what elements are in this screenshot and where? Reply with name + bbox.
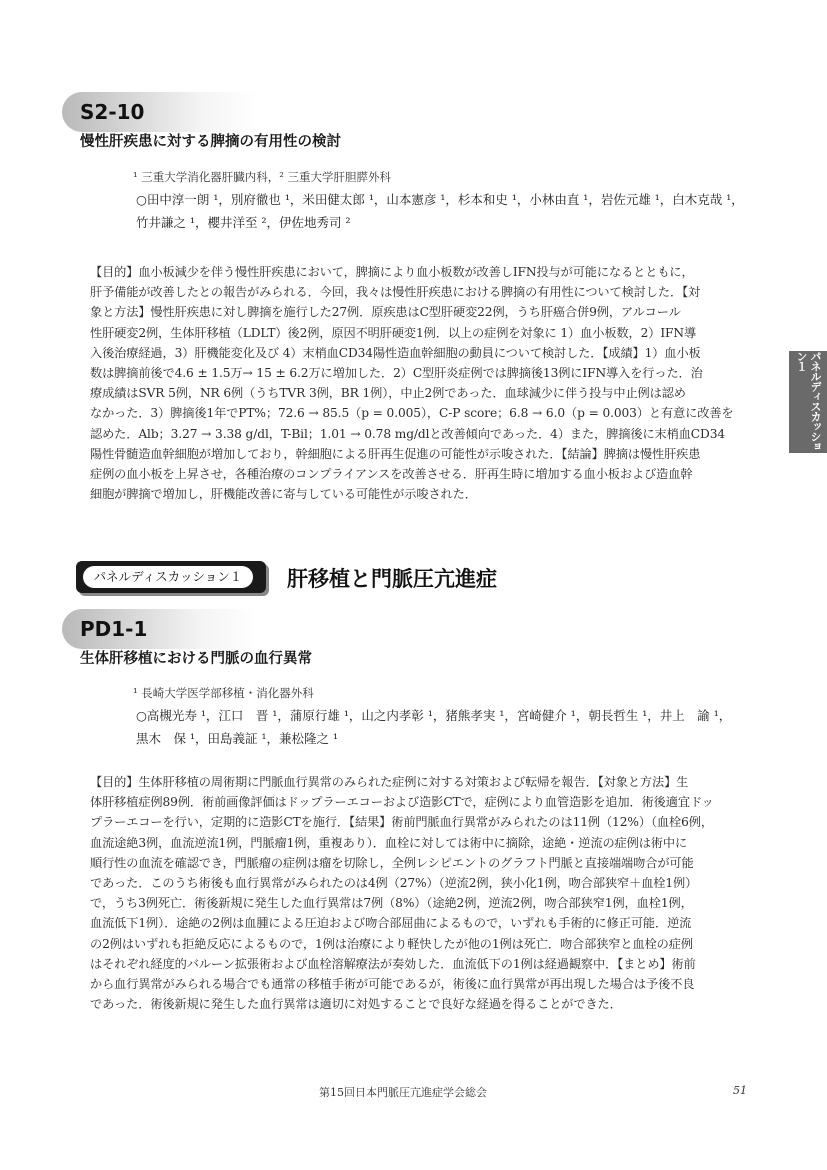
section-code: PD1-1 bbox=[80, 617, 148, 641]
abstract-body bbox=[90, 262, 760, 504]
footer-conference-name: 第15回日本門脈圧亢進症学会総会 bbox=[319, 1086, 487, 1099]
panel-discussion-title: 肝移植と門脈圧亢進症 bbox=[287, 567, 497, 591]
body-line: 肝予備能が改善したとの報告がみられる．今回，我々は慢性肝疾患における脾摘の有用性について検討した．【対 bbox=[90, 285, 701, 300]
body-line: 順行性の血流を確認でき，門脈瘤の症例は瘤を切除し，全例レシピエントのグラフト門脈と直接端端吻合が可能 bbox=[90, 855, 694, 870]
author-line: ○田中淳一朗 ¹，別府徹也 ¹，米田健太郎 ¹，山本憲彦 ¹，杉本和史 ¹，小林由直 ¹，岩佐元雄 ¹，白木克哉 ¹， bbox=[136, 192, 744, 207]
body-line: から血行異常がみられる場合でも通常の移植手術が可能であるが，術後に血行異常が再出現した場合は予後不良 bbox=[90, 977, 695, 992]
body-line: なかった．3）脾摘後1年でPT%；72.6 → 85.5（p = 0.005），C-P score；6.8 → 6.0（p = 0.003）と有意に改善を bbox=[90, 406, 734, 421]
abstract-title: 慢性肝疾患に対する脾摘の有用性の検討 bbox=[80, 134, 341, 150]
body-line: で，うち3例死亡．術後新規に発生した血行異常は7例（8%）（途絶2例，逆流2例，吻合部狭窄1例，血栓1例， bbox=[90, 896, 693, 911]
body-line: 象と方法】慢性肝疾患に対し脾摘を施行した27例．原疾患はC型肝硬変22例，うち肝癌合併9例，アルコール bbox=[90, 305, 681, 320]
body-line: の2例はいずれも拒絶反応によるもので，1例は治療により軽快したが他の1例は死亡．吻合部狭窄と血栓の症例 bbox=[90, 936, 693, 951]
body-line: 【目的】血小板減少を伴う慢性肝疾患において，脾摘により血小板数が改善しIFN投与が可能になるとともに， bbox=[90, 265, 694, 279]
panel-discussion-label: パネルディスカッション１ bbox=[83, 566, 253, 588]
affiliation: ¹ 三重大学消化器肝臓内科，² 三重大学肝胆膵外科 bbox=[133, 170, 392, 184]
author-line: 竹井謙之 ¹，櫻井洋至 ²，伊佐地秀司 ² bbox=[136, 215, 351, 230]
author-list bbox=[136, 188, 776, 234]
body-line: 【目的】生体肝移植の周術期に門脈血行異常のみられた症例に対する対策および転帰を報告．【対象と方法】生 bbox=[90, 775, 689, 789]
abstract-body bbox=[90, 772, 760, 1014]
abstract-title: 生体肝移植における門脈の血行異常 bbox=[80, 651, 312, 667]
body-line: 入後治療経過，3）肝機能変化及び 4）末梢血CD34陽性造血幹細胞の動員について検討した．【成績】1）血小板 bbox=[90, 345, 701, 360]
section-code-badge-pd1-1 bbox=[62, 609, 292, 649]
affiliation: ¹ 長崎大学医学部移植・消化器外科 bbox=[133, 686, 314, 700]
body-line: 体肝移植症例89例．術前画像評価はドップラーエコーおよび造影CTで，症例により血管造影を追加．術後適宜ドッ bbox=[90, 795, 714, 810]
author-line: ○高槻光寿 ¹，江口 晋 ¹，蒲原行雄 ¹，山之内孝彰 ¹，猪熊孝実 ¹，宮崎健介 ¹，朝長哲生 ¹，井上 諭 ¹， bbox=[136, 708, 732, 723]
section-code: S2-10 bbox=[80, 100, 145, 124]
body-line: はそれぞれ経度的バルーン拡張術および血栓溶解療法が奏効した．血流低下の1例は経過観察中．【まとめ】術前 bbox=[90, 956, 696, 971]
panel-discussion-banner bbox=[76, 561, 266, 593]
body-line: 症例の血小板を上昇させ，各種治療のコンプライアンスを改善させる．肝再生時に増加する血小板および造血幹 bbox=[90, 467, 693, 482]
body-line: 血流低下1例）．途絶の2例は血腫による圧迫および吻合部屈曲によるもので，いずれも手術的に修正可能．逆流 bbox=[90, 916, 692, 931]
side-tab-label: パネルディスカッション１ bbox=[795, 351, 822, 451]
body-line: 認めた．Alb；3.27 → 3.38 g/dl，T-Bil；1.01 → 0.78 mg/dlと改善傾向であった．4）また，脾摘後に末梢血CD34 bbox=[90, 426, 725, 441]
body-line: 血流途絶3例，血流逆流1例，門脈瘤1例，重複あり）．血栓に対しては術中に摘除，途絶・逆流の症例は術中に bbox=[90, 835, 688, 850]
section-side-tab bbox=[789, 351, 827, 453]
body-line: 数は脾摘前後で4.6 ± 1.5万→ 15 ± 6.2万に増加した．2）C型肝炎症例では脾摘後13例にIFN導入を行った．治 bbox=[90, 366, 703, 381]
body-line: 性肝硬変2例，生体肝移植（LDLT）後2例，原因不明肝硬変1例．以上の症例を対象に 1）血小板数，2）IFN導 bbox=[90, 325, 697, 340]
author-line: 黒木 保 ¹，田島義証 ¹，兼松隆之 ¹ bbox=[136, 731, 338, 746]
body-line: プラーエコーを行い，定期的に造影CTを施行．【結果】術前門脈血行異常がみられたのは11例（12%）（血栓6例， bbox=[90, 815, 713, 830]
body-line: 細胞が脾摘で増加し，肝機能改善に寄与している可能性が示唆された． bbox=[90, 487, 477, 502]
body-line: 陽性骨髄造血幹細胞が増加しており，幹細胞による肝再生促進の可能性が示唆された．【結論】脾摘は慢性肝疾患 bbox=[90, 446, 701, 461]
section-code-badge-s2-10 bbox=[62, 92, 292, 132]
body-line: であった．術後新規に発生した血行異常は適切に対処することで良好な経過を得ることができた． bbox=[90, 997, 622, 1012]
body-line: 療成績はSVR 5例，NR 6例（うちTVR 3例，BR 1例），中止2例であった．血球減少に伴う投与中止例は認め bbox=[90, 386, 686, 401]
body-line: であった．このうち術後も血行異常がみられたのは4例（27%）（逆流2例，狭小化1例，吻合部狭窄＋血栓1例） bbox=[90, 876, 698, 891]
author-list bbox=[136, 704, 776, 750]
page-number: 51 bbox=[733, 1084, 747, 1097]
